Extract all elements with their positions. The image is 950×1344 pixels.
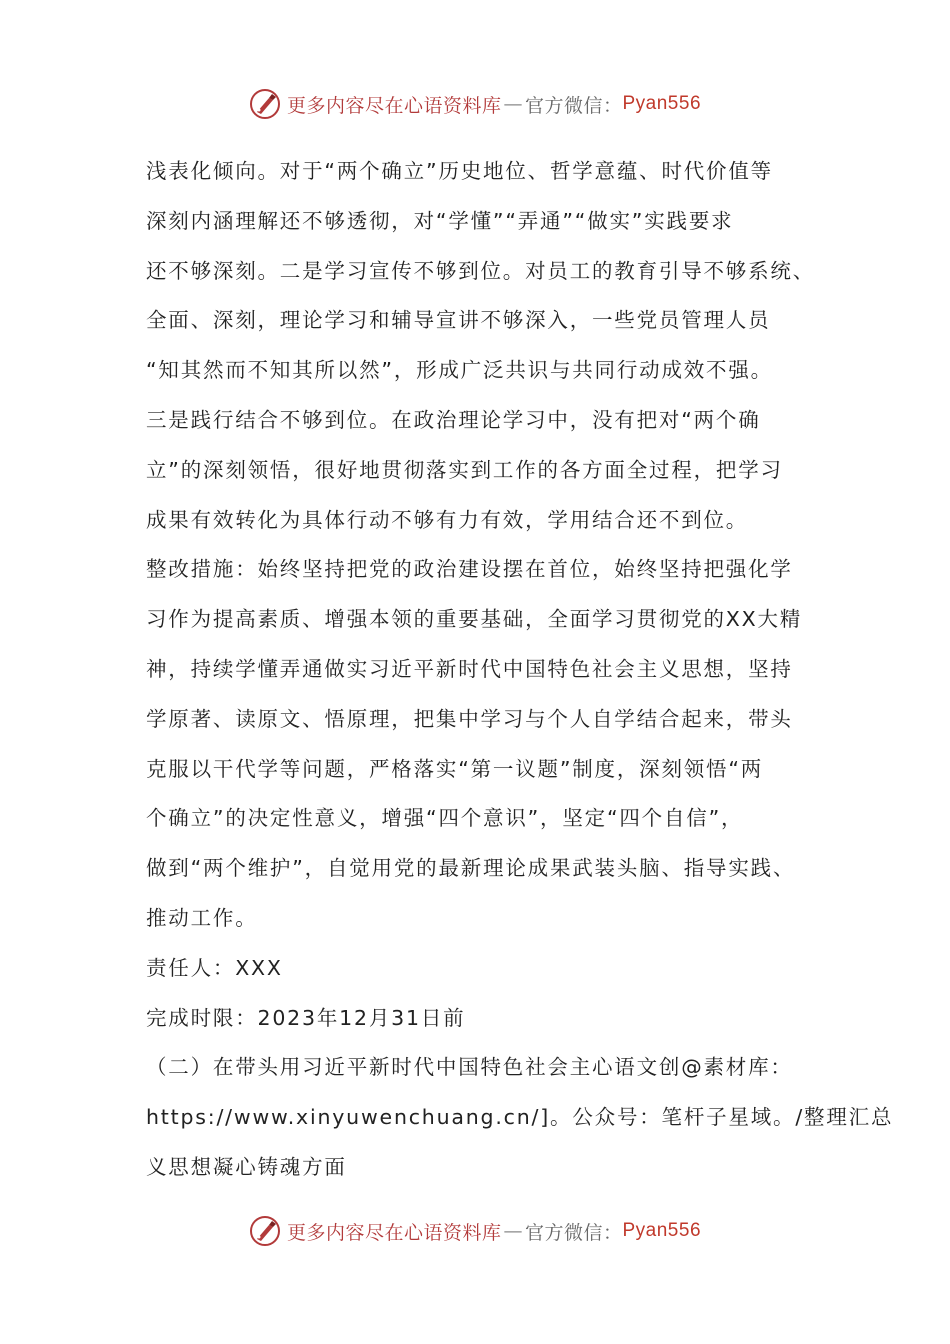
body-line: https://www.xinyuwenchuang.cn/]。公众号：笔杆子星域。/整理汇总 bbox=[146, 1105, 894, 1130]
header-watermark bbox=[0, 84, 950, 124]
body-line: 学原著、读原文、悟原理，把集中学习与个人自学结合起来，带头 bbox=[146, 706, 793, 731]
section-heading: （二）在带头用习近平新时代中国特色社会主心语文创@素材库： bbox=[146, 1055, 793, 1080]
watermark-dash: — bbox=[503, 1220, 523, 1242]
watermark-wechat-id: Pyan556 bbox=[622, 93, 702, 114]
responsible-person: 责任人：XXX bbox=[146, 955, 283, 980]
body-line: 做到“两个维护”，自觉用党的最新理论成果武装头脑、指导实践、 bbox=[146, 856, 796, 881]
body-line: 习作为提高素质、增强本领的重要基础，全面学习贯彻党的XX大精 bbox=[146, 607, 803, 632]
body-line: 克服以干代学等问题，严格落实“第一议题”制度，深刻领悟“两 bbox=[146, 756, 764, 781]
body-line: 个确立”的决定性意义，增强“四个意识”，坚定“四个自信”， bbox=[146, 806, 744, 831]
body-line: “知其然而不知其所以然”，形成广泛共识与共同行动成效不强。 bbox=[146, 358, 773, 383]
body-line: 整改措施：始终坚持把党的政治建设摆在首位，始终坚持把强化学 bbox=[146, 557, 793, 582]
body-line: 深刻内涵理解还不够透彻，对“学懂”“弄通”“做实”实践要求 bbox=[146, 208, 734, 233]
watermark-wechat-id: Pyan556 bbox=[622, 1220, 702, 1241]
watermark-official-label: 官方微信： bbox=[524, 94, 623, 117]
body-line: 三是践行结合不够到位。在政治理论学习中，没有把对“两个确 bbox=[146, 407, 761, 432]
body-line: 浅表化倾向。对于“两个确立”历史地位、哲学意蕴、时代价值等 bbox=[146, 159, 773, 183]
body-line: 神，持续学懂弄通做实习近平新时代中国特色社会主义思想，坚持 bbox=[146, 656, 793, 681]
watermark-main-text: 更多内容尽在心语资料库 bbox=[286, 1221, 502, 1244]
body-line: 推动工作。 bbox=[146, 905, 258, 930]
body-line: 立”的深刻领悟，很好地贯彻落实到工作的各方面全过程，把学习 bbox=[146, 457, 783, 482]
body-line: 全面、深刻，理论学习和辅导宣讲不够深入，一些党员管理人员 bbox=[146, 308, 771, 333]
body-line: 成果有效转化为具体行动不够有力有效，学用结合还不到位。 bbox=[146, 507, 749, 532]
pen-nib-logo-icon bbox=[249, 1215, 281, 1247]
deadline: 完成时限：2023年12月31日前 bbox=[146, 1005, 466, 1030]
pen-nib-logo-icon bbox=[249, 88, 281, 120]
footer-watermark bbox=[0, 1211, 950, 1251]
document-body bbox=[146, 147, 894, 1193]
watermark-official-label: 官方微信： bbox=[524, 1221, 623, 1244]
watermark-main-text: 更多内容尽在心语资料库 bbox=[286, 94, 502, 117]
body-line: 义思想凝心铸魂方面 bbox=[146, 1154, 347, 1179]
body-line: 还不够深刻。二是学习宣传不够到位。对员工的教育引导不够系统、 bbox=[146, 258, 815, 283]
watermark-dash: — bbox=[503, 93, 523, 115]
